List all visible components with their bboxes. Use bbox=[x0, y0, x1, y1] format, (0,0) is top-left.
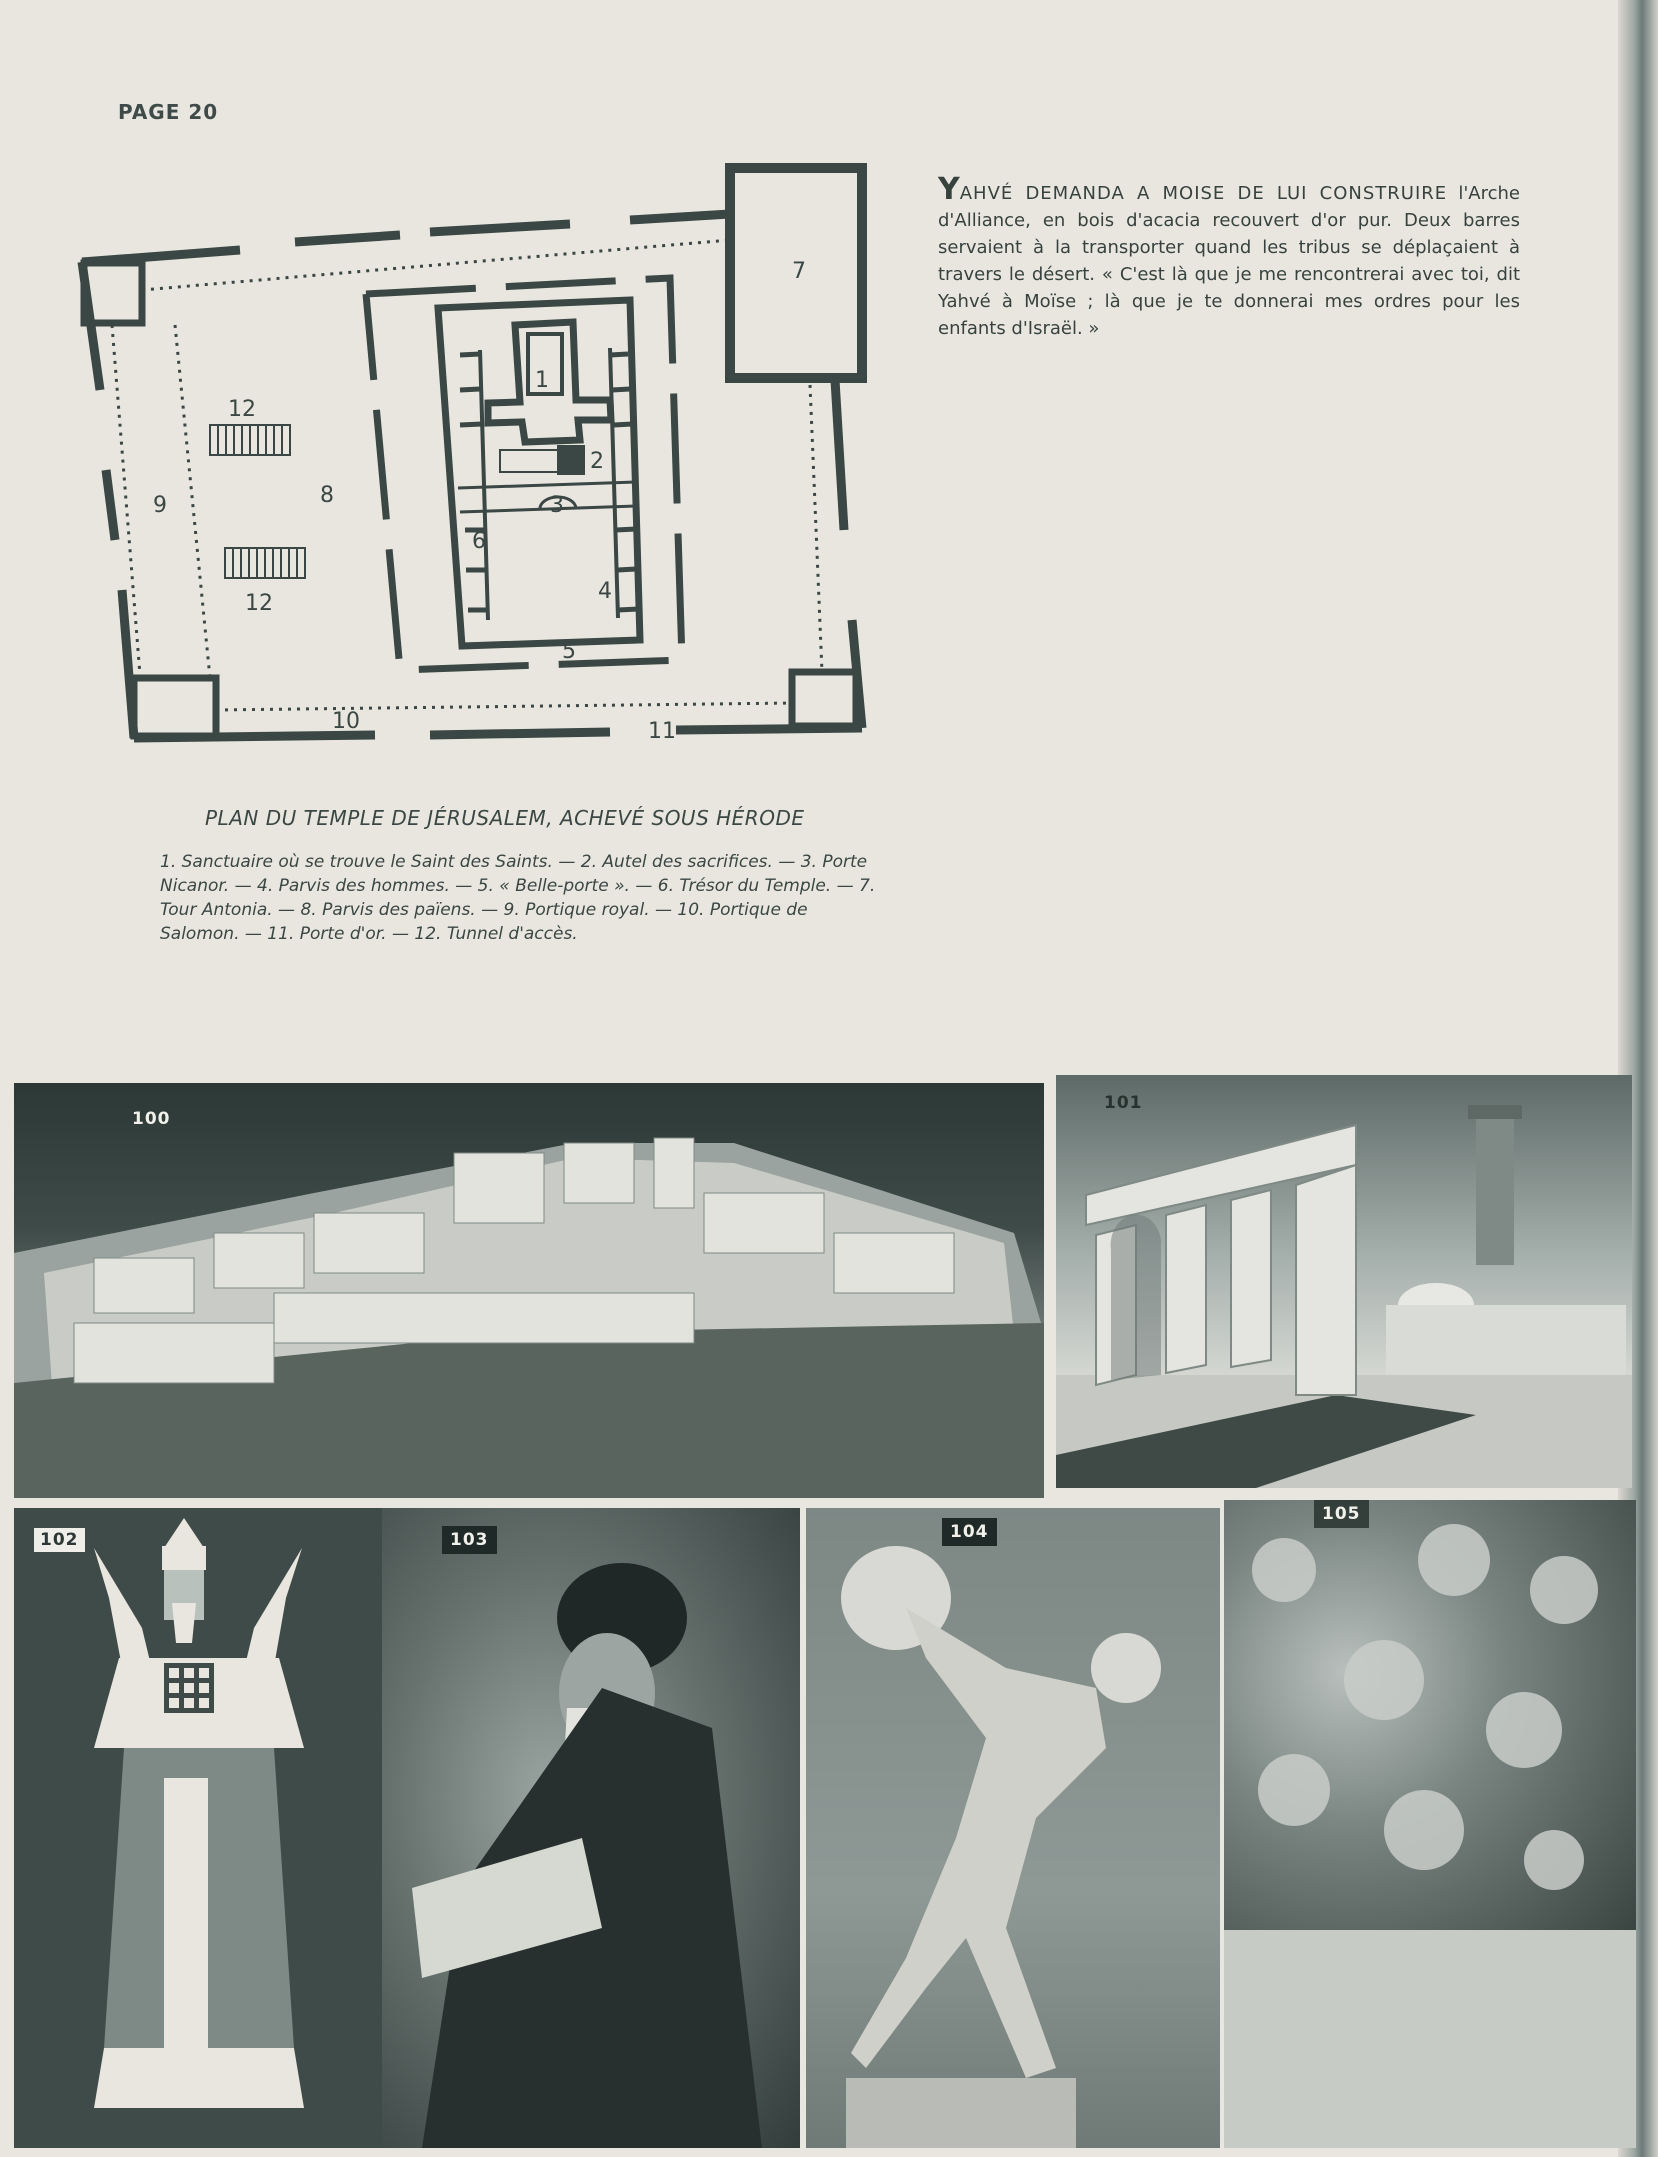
temple-plan-diagram bbox=[70, 150, 890, 760]
plan-label-1: 1 bbox=[535, 368, 549, 393]
photo-number-104: 104 bbox=[942, 1518, 997, 1546]
photo-105-relief bbox=[1224, 1500, 1636, 1930]
reading-man-illustration bbox=[382, 1508, 800, 2148]
photo-number-100: 100 bbox=[132, 1109, 171, 1129]
plan-label-7: 7 bbox=[792, 259, 806, 284]
photo-number-102: 102 bbox=[34, 1528, 85, 1552]
photo-number-105: 105 bbox=[1314, 1500, 1369, 1528]
plan-label-3: 3 bbox=[550, 493, 564, 518]
drop-cap: Y bbox=[938, 172, 960, 207]
arcade-illustration bbox=[1056, 1075, 1632, 1488]
high-priest-illustration bbox=[14, 1508, 382, 2148]
relief-illustration bbox=[1224, 1500, 1636, 1930]
plan-caption-title: PLAN DU TEMPLE DE JÉRUSALEM, ACHEVÉ SOUS HÉRODE bbox=[205, 806, 805, 830]
plan-label-12-bottom: 12 bbox=[245, 591, 273, 616]
temple-model-illustration bbox=[14, 1083, 1044, 1498]
plan-label-4: 4 bbox=[598, 579, 612, 604]
plan-label-9: 9 bbox=[153, 493, 167, 518]
plan-legend: 1. Sanctuaire où se trouve le Saint des Saints. — 2. Autel des sacrifices. — 3. Porte Nicanor. — 4. Parvis des hommes. — 5. « Belle-porte ». — 6. Trésor du Temple. — 7. Tour Antonia. — 8. Parvis des païens. — 9. Portique royal. — 10. Portique de Salomon. — 11. Porte d'or. — 12. Tunnel d'accès. bbox=[160, 852, 876, 944]
plan-label-8: 8 bbox=[320, 483, 334, 508]
discobolus-illustration bbox=[806, 1508, 1220, 2148]
photo-101-arcade bbox=[1056, 1075, 1632, 1488]
intro-body: l'Arche d'Alliance, en bois d'acacia recouvert d'or pur. Deux barres servaient à la transporter quand les tribus se déplaçaient à travers le désert. « C'est là que je me rencontrerai avec toi, dit Yahvé à Moïse ; là que je te donnerai mes ordres pour les enfants d'Israël. » bbox=[938, 183, 1520, 339]
page-number: PAGE 20 bbox=[118, 100, 219, 124]
plan-label-11: 11 bbox=[648, 719, 676, 744]
photo-number-101: 101 bbox=[1104, 1093, 1143, 1113]
plan-label-10: 10 bbox=[332, 709, 360, 734]
plan-label-2: 2 bbox=[590, 449, 604, 474]
plan-label-6: 6 bbox=[472, 529, 486, 554]
plan-label-12-top: 12 bbox=[228, 397, 256, 422]
photo-number-103: 103 bbox=[442, 1526, 497, 1554]
temple-plan-svg bbox=[70, 150, 890, 760]
intro-lead: AHVÉ DEMANDA A MOISE DE LUI CONSTRUIRE bbox=[959, 183, 1448, 204]
photo-103-reading-man bbox=[382, 1508, 800, 2148]
photo-105-lower-blank bbox=[1224, 1930, 1636, 2148]
photo-100-temple-model bbox=[14, 1083, 1044, 1498]
plan-label-5: 5 bbox=[562, 639, 576, 664]
intro-paragraph bbox=[938, 172, 1520, 342]
photo-102-high-priest bbox=[14, 1508, 382, 2148]
photo-104-discobolus bbox=[806, 1508, 1220, 2148]
